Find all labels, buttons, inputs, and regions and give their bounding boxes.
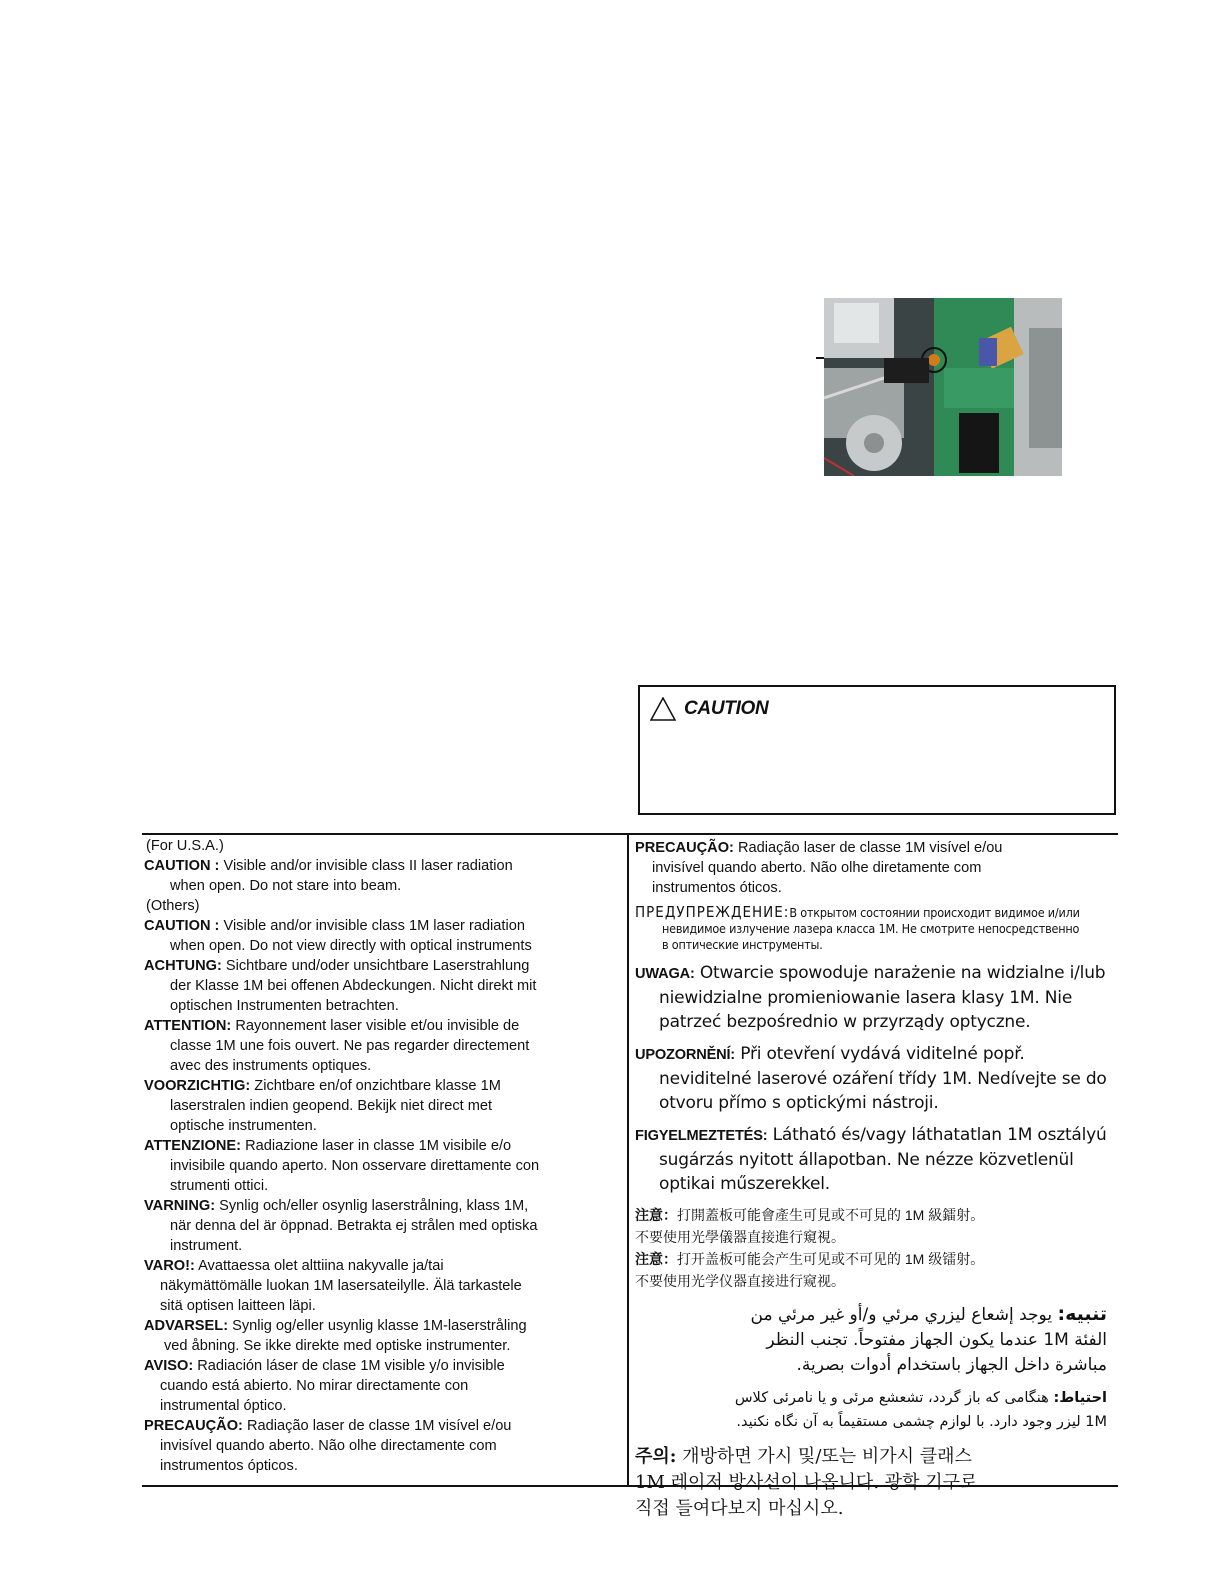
warning-fr [144,1016,620,1076]
warnings-right-column [635,836,1119,1522]
warning-text: 不要使用光學儀器直接進行窺視。 [635,1229,845,1245]
warning-head: احتياط: [1053,1390,1107,1406]
caution-title: CAUTION [684,698,769,719]
warning-text: Synlig och/eller osynlig laserstrålning, klass 1M, [219,1198,529,1214]
warning-text: в оптические инструменты. [662,937,823,952]
warning-text: instrumentos óticos. [652,880,782,896]
warning-text: otvoru přímo s optickými nástroji. [659,1093,939,1113]
warning-head: FIGYELMEZTETÉS: [635,1128,768,1144]
warning-text: Při otevření vydává viditelné popř. [740,1044,1025,1064]
warning-text: Látható és/vagy láthatatlan 1M osztályú [772,1125,1107,1145]
warning-pt-left [144,1416,620,1476]
warning-text: niewidzialne promieniowanie lasera klasy 1M. Nie [659,988,1073,1008]
usa-label: (For U.S.A.) [146,838,224,854]
warning-text: مباشرة داخل الجهاز باستخدام أدوات بصرية. [796,1355,1107,1375]
warning-text: 1M لیزر وجود دارد. با لوازم چشمی مستقیماً به آن نگاه نکنید. [736,1414,1107,1430]
laser-pickup-photo [824,298,1062,476]
warning-triangle-icon [650,697,676,721]
others-caution-line1: Visible and/or invisible class 1M laser radiation [223,918,525,934]
warning-ko [635,1444,1119,1522]
warnings-left-column [144,836,620,1476]
warning-text: 打开盖板可能会产生可见或不可见的 1M 级镭射。 [677,1251,985,1267]
warning-fa [635,1386,1107,1434]
warning-text: 개방하면 가시 및/또는 비가시 클래스 [682,1446,972,1467]
warning-text: instrumentos ópticos. [160,1458,298,1474]
warning-head: VARO!: [144,1258,195,1274]
warning-text: يوجد إشعاع ليزري مرئي و/أو غير مرئي من [750,1305,1053,1325]
warning-head: UWAGA: [635,966,695,982]
warning-text: Radiação laser de classe 1M visível e/ou [246,1418,512,1434]
warning-head: UPOZORNĚNÍ: [635,1047,735,1063]
warning-text: invisível quando aberto. Não olhe diretamente com [652,860,982,876]
warning-text: cuando está abierto. No mirar directamente con [160,1378,469,1394]
warning-da [144,1316,620,1356]
warning-head: PRECAUÇÃO: [144,1418,243,1434]
warning-text: näkymättömälle luokan 1M lasersateilylle. Älä tarkastele [160,1278,522,1294]
warning-head: AVISO: [144,1358,194,1374]
usa-caution-line1: Visible and/or invisible class II laser radiation [223,858,513,874]
others-caution [144,916,620,956]
warning-text: Avattaessa olet alttiina nakyvalle ja/tai [198,1258,444,1274]
warning-text: optische instrumenten. [170,1118,317,1134]
warning-text: В открытом состоянии происходит видимое и/или [789,905,1080,920]
warning-text: Sichtbare und/oder unsichtbare Laserstrahlung [225,958,530,974]
warning-text: der Klasse 1M bei offenen Abdeckungen. Nicht direkt mit [170,978,537,994]
warning-text: patrzeć bezpośrednio w przyrządy optyczne. [659,1012,1031,1032]
pickup-illustration [824,298,1062,476]
warning-text: strumenti ottici. [170,1178,269,1194]
warning-text: sugárzás nyitott állapotban. Ne nézze közvetlenül [659,1150,1074,1170]
warning-head: VOORZICHTIG: [144,1078,251,1094]
warning-head: ПРЕДУПРЕЖДЕНИЕ: [635,903,790,921]
warning-ar [635,1302,1107,1378]
warning-text: Radiação laser de classe 1M visível e/ou [737,840,1003,856]
warning-text: Synlig og/eller usynlig klasse 1M-laserstråling [232,1318,527,1334]
table-top-rule [142,833,1118,835]
warning-pl [635,961,1119,1034]
warning-fi [144,1256,620,1316]
usa-caution [144,856,620,896]
warning-head: ATTENTION: [144,1018,232,1034]
warning-text: classe 1M une fois ouvert. Ne pas regarder directement [170,1038,530,1054]
warning-text: optikai műszerekkel. [659,1174,830,1194]
warning-text: 不要使用光学仪器直接进行窥视。 [635,1273,845,1289]
warning-text: laserstralen indien geopend. Bekijk niet direct met [170,1098,493,1114]
warning-text: Radiazione laser in classe 1M visibile e/o [245,1138,512,1154]
warning-text: Radiación láser de clase 1M visible y/o invisible [197,1358,505,1374]
warning-text: avec des instruments optiques. [170,1058,372,1074]
warning-pt-right [635,838,1119,898]
warning-text: instrument. [170,1238,243,1254]
warning-text: när denna del är öppnad. Betrakta ej strålen med optiska [170,1218,538,1234]
warning-es [144,1356,620,1416]
warning-text: invisibile quando aperto. Non osservare direttamente con [170,1158,540,1174]
warning-text: 打開蓋板可能會產生可見或不可見的 1M 級鐳射。 [677,1207,985,1223]
warning-zh-tw [635,1204,1119,1292]
warning-de [144,956,620,1016]
warning-text: invisível quando aberto. Não olhe directamente com [160,1438,497,1454]
warning-text: neviditelné laserové ozáření třídy 1M. Nedívejte se do [659,1069,1107,1089]
warning-text: 1M 레이저 방사선이 나옵니다. 광학 기구로 [635,1472,978,1493]
others-label: (Others) [146,898,200,914]
warning-text: الفئة 1M عندما يكون الجهاز مفتوحاً. تجنب النظر [766,1330,1107,1350]
warning-nl [144,1076,620,1136]
warning-text: невидимое излучение лазера класса 1M. Не смотрите непосредственно [662,921,1080,936]
warning-text: Rayonnement laser visible et/ou invisible de [235,1018,520,1034]
warning-head: ATTENZIONE: [144,1138,242,1154]
others-caution-line2: when open. Do not view directly with optical instruments [170,938,532,954]
warning-text: Zichtbare en/of onzichtbare klasse 1M [254,1078,501,1094]
table-column-divider [627,834,629,1486]
warning-text: instrumental óptico. [160,1398,287,1414]
warning-text: optischen Instrumenten betrachten. [170,998,399,1014]
usa-caution-head: CAUTION : [144,858,220,874]
warning-text: ved åbning. Se ikke direkte med optiske instrumenter. [164,1338,511,1354]
others-caution-head: CAUTION : [144,918,220,934]
warning-text: 직접 들여다보지 마십시오. [635,1498,844,1519]
warning-it [144,1136,620,1196]
warning-head: VARNING: [144,1198,216,1214]
warning-ru [635,904,1119,953]
warning-cz [635,1042,1119,1115]
warning-head: PRECAUÇÃO: [635,840,734,856]
caution-box [638,685,1116,815]
usa-caution-line2: when open. Do not stare into beam. [170,878,402,894]
warning-head: ACHTUNG: [144,958,222,974]
warning-hu [635,1123,1119,1196]
warning-text: Otwarcie spowoduje narażenie na widzialne i/lub [699,963,1106,983]
warning-head: ADVARSEL: [144,1318,229,1334]
warning-head: تنبيه: [1057,1303,1107,1325]
warning-sv [144,1196,620,1256]
warning-head: 注意： [635,1251,677,1267]
warning-head: 注意： [635,1207,677,1223]
warning-text: هنگامی که باز گردد، تشعشع مرئی و یا نامرئی کلاس [734,1390,1049,1406]
warning-head: 주의: [635,1446,677,1467]
warning-text: sitä optisen laitteen läpi. [160,1298,316,1314]
